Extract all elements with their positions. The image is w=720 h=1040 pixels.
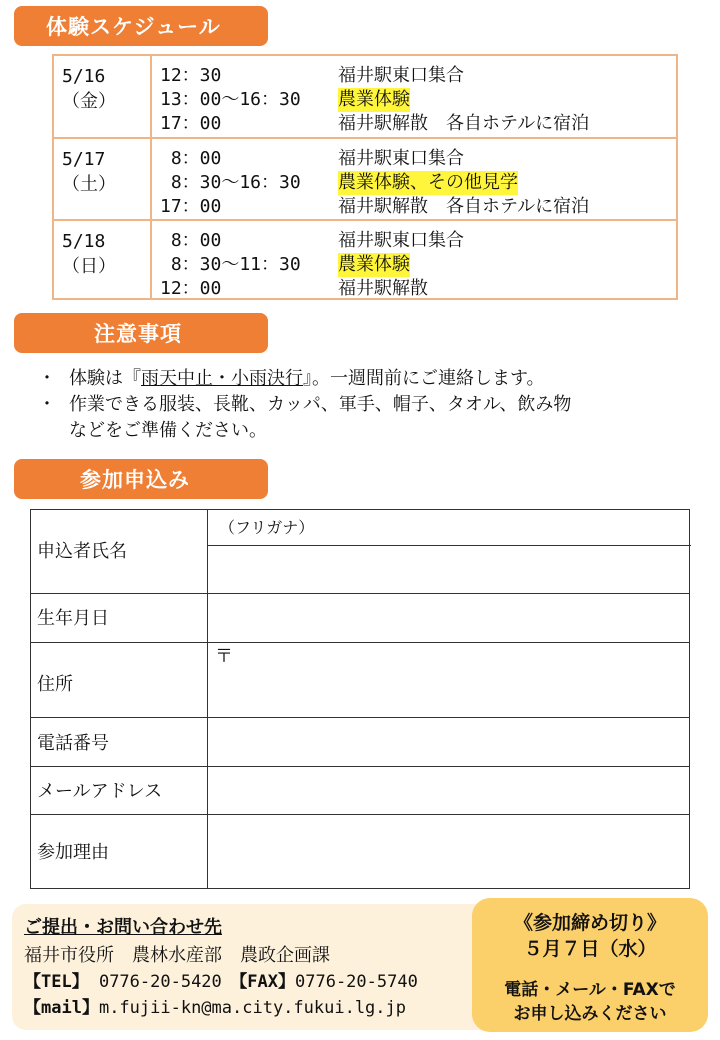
schedule-table bbox=[52, 54, 678, 300]
note-item bbox=[38, 366, 698, 392]
schedule-row bbox=[160, 229, 670, 253]
schedule-time: 8：00 bbox=[160, 148, 222, 169]
schedule-row bbox=[160, 147, 670, 171]
schedule-day-3 bbox=[54, 219, 676, 298]
form-row-name bbox=[31, 510, 689, 594]
schedule-date bbox=[62, 147, 146, 197]
schedule-row bbox=[160, 277, 670, 301]
deadline-date: ５月７日（水） bbox=[523, 938, 657, 960]
form-label-address: 住所 bbox=[37, 674, 73, 695]
form-row-address bbox=[31, 643, 689, 718]
schedule-row bbox=[160, 64, 670, 88]
birthdate-field[interactable] bbox=[208, 594, 691, 642]
schedule-time: 8：30～16：30 bbox=[160, 172, 301, 193]
schedule-row bbox=[160, 112, 670, 136]
note-text: などをご準備ください。 bbox=[69, 420, 267, 441]
form-label-birthdate: 生年月日 bbox=[37, 608, 109, 629]
schedule-activity: 福井駅解散 各自ホテルに宿泊 bbox=[338, 113, 590, 134]
schedule-time: 17：00 bbox=[160, 113, 222, 134]
schedule-weekday: （土） bbox=[62, 174, 116, 195]
form-label-reason: 参加理由 bbox=[37, 842, 109, 863]
postal-mark: 〒 bbox=[215, 646, 233, 667]
form-row-reason bbox=[31, 815, 689, 888]
deadline-note: お申し込みください bbox=[513, 1004, 667, 1024]
furigana-label: （フリガナ） bbox=[219, 518, 315, 537]
form-row-birthdate bbox=[31, 594, 689, 643]
schedule-time: 13：00～16：30 bbox=[160, 89, 301, 110]
form-label-email: メールアドレス bbox=[37, 781, 163, 802]
schedule-divider bbox=[150, 139, 152, 219]
schedule-date-value: 5/18 bbox=[62, 231, 106, 252]
form-label-name: 申込者氏名 bbox=[37, 541, 127, 562]
schedule-activity-highlighted: 農業体験、その他見学 bbox=[338, 172, 518, 193]
reason-field[interactable] bbox=[208, 815, 691, 888]
deadline-note: 電話・メール・FAXで bbox=[504, 980, 676, 1000]
furigana-field[interactable] bbox=[208, 510, 691, 545]
schedule-weekday: （日） bbox=[62, 256, 116, 277]
schedule-day-1 bbox=[54, 56, 676, 137]
fax-number: 0776-20-5740 bbox=[295, 972, 418, 992]
note-underlined-text: 雨天中止・小雨決行 bbox=[141, 368, 303, 389]
bullet: ・ bbox=[38, 368, 56, 389]
schedule-activity: 福井駅東口集合 bbox=[338, 148, 464, 169]
email-field[interactable] bbox=[208, 767, 691, 814]
tel-label: 【TEL】 bbox=[24, 972, 89, 992]
notes-section-title: 注意事項 bbox=[14, 313, 268, 353]
schedule-time: 17：00 bbox=[160, 196, 222, 217]
note-text: 体験は『 bbox=[69, 368, 141, 389]
note-item bbox=[38, 392, 698, 444]
schedule-date bbox=[62, 229, 146, 279]
note-text: 作業できる服装、長靴、カッパ、軍手、帽子、タオル、飲み物 bbox=[69, 394, 572, 415]
schedule-date-value: 5/16 bbox=[62, 66, 106, 87]
schedule-time: 8：00 bbox=[160, 230, 222, 251]
phone-field[interactable] bbox=[208, 718, 691, 766]
schedule-row bbox=[160, 253, 670, 277]
fax-label: 【FAX】 bbox=[238, 972, 295, 992]
schedule-time: 12：30 bbox=[160, 65, 222, 86]
schedule-row bbox=[160, 171, 670, 195]
schedule-time: 8：30～11：30 bbox=[160, 254, 301, 275]
schedule-time: 12：00 bbox=[160, 278, 222, 299]
form-row-phone bbox=[31, 718, 689, 767]
schedule-section-title: 体験スケジュール bbox=[14, 6, 268, 46]
schedule-activity: 福井駅解散 各自ホテルに宿泊 bbox=[338, 196, 590, 217]
contact-title: ご提出・お問い合わせ先 bbox=[24, 917, 222, 938]
schedule-row bbox=[160, 88, 670, 112]
tel-number[interactable]: 0776-20-5420 bbox=[88, 972, 239, 992]
schedule-date-value: 5/17 bbox=[62, 149, 106, 170]
form-row-email bbox=[31, 767, 689, 815]
schedule-weekday: （金） bbox=[62, 91, 116, 112]
bullet: ・ bbox=[38, 394, 56, 415]
contact-mail bbox=[24, 996, 406, 1020]
notes-list bbox=[38, 366, 698, 444]
schedule-activity-highlighted: 農業体験 bbox=[338, 89, 410, 110]
contact-box bbox=[12, 904, 508, 1030]
deadline-badge bbox=[472, 898, 708, 1032]
mail-address[interactable]: m.fujii-kn@ma.city.fukui.lg.jp bbox=[98, 998, 406, 1018]
schedule-date bbox=[62, 64, 146, 114]
schedule-day-2 bbox=[54, 137, 676, 219]
form-label-phone: 電話番号 bbox=[37, 733, 109, 754]
schedule-activity: 福井駅東口集合 bbox=[338, 230, 464, 251]
schedule-activity: 福井駅解散 bbox=[338, 278, 428, 299]
address-field[interactable] bbox=[208, 643, 691, 717]
schedule-row bbox=[160, 195, 670, 219]
schedule-activity-highlighted: 農業体験 bbox=[338, 254, 410, 275]
schedule-divider bbox=[150, 56, 152, 137]
mail-label: 【mail】 bbox=[24, 998, 99, 1018]
apply-section-title: 参加申込み bbox=[14, 459, 268, 499]
schedule-activity: 福井駅東口集合 bbox=[338, 65, 464, 86]
note-text: 』。一週間前にご連絡します。 bbox=[303, 368, 545, 389]
name-field[interactable] bbox=[208, 546, 691, 593]
contact-phone-fax bbox=[24, 970, 418, 994]
schedule-divider bbox=[150, 221, 152, 298]
application-form bbox=[30, 509, 690, 889]
deadline-title: 《参加締め切り》 bbox=[513, 912, 666, 934]
contact-department: 福井市役所 農林水産部 農政企画課 bbox=[24, 945, 330, 966]
